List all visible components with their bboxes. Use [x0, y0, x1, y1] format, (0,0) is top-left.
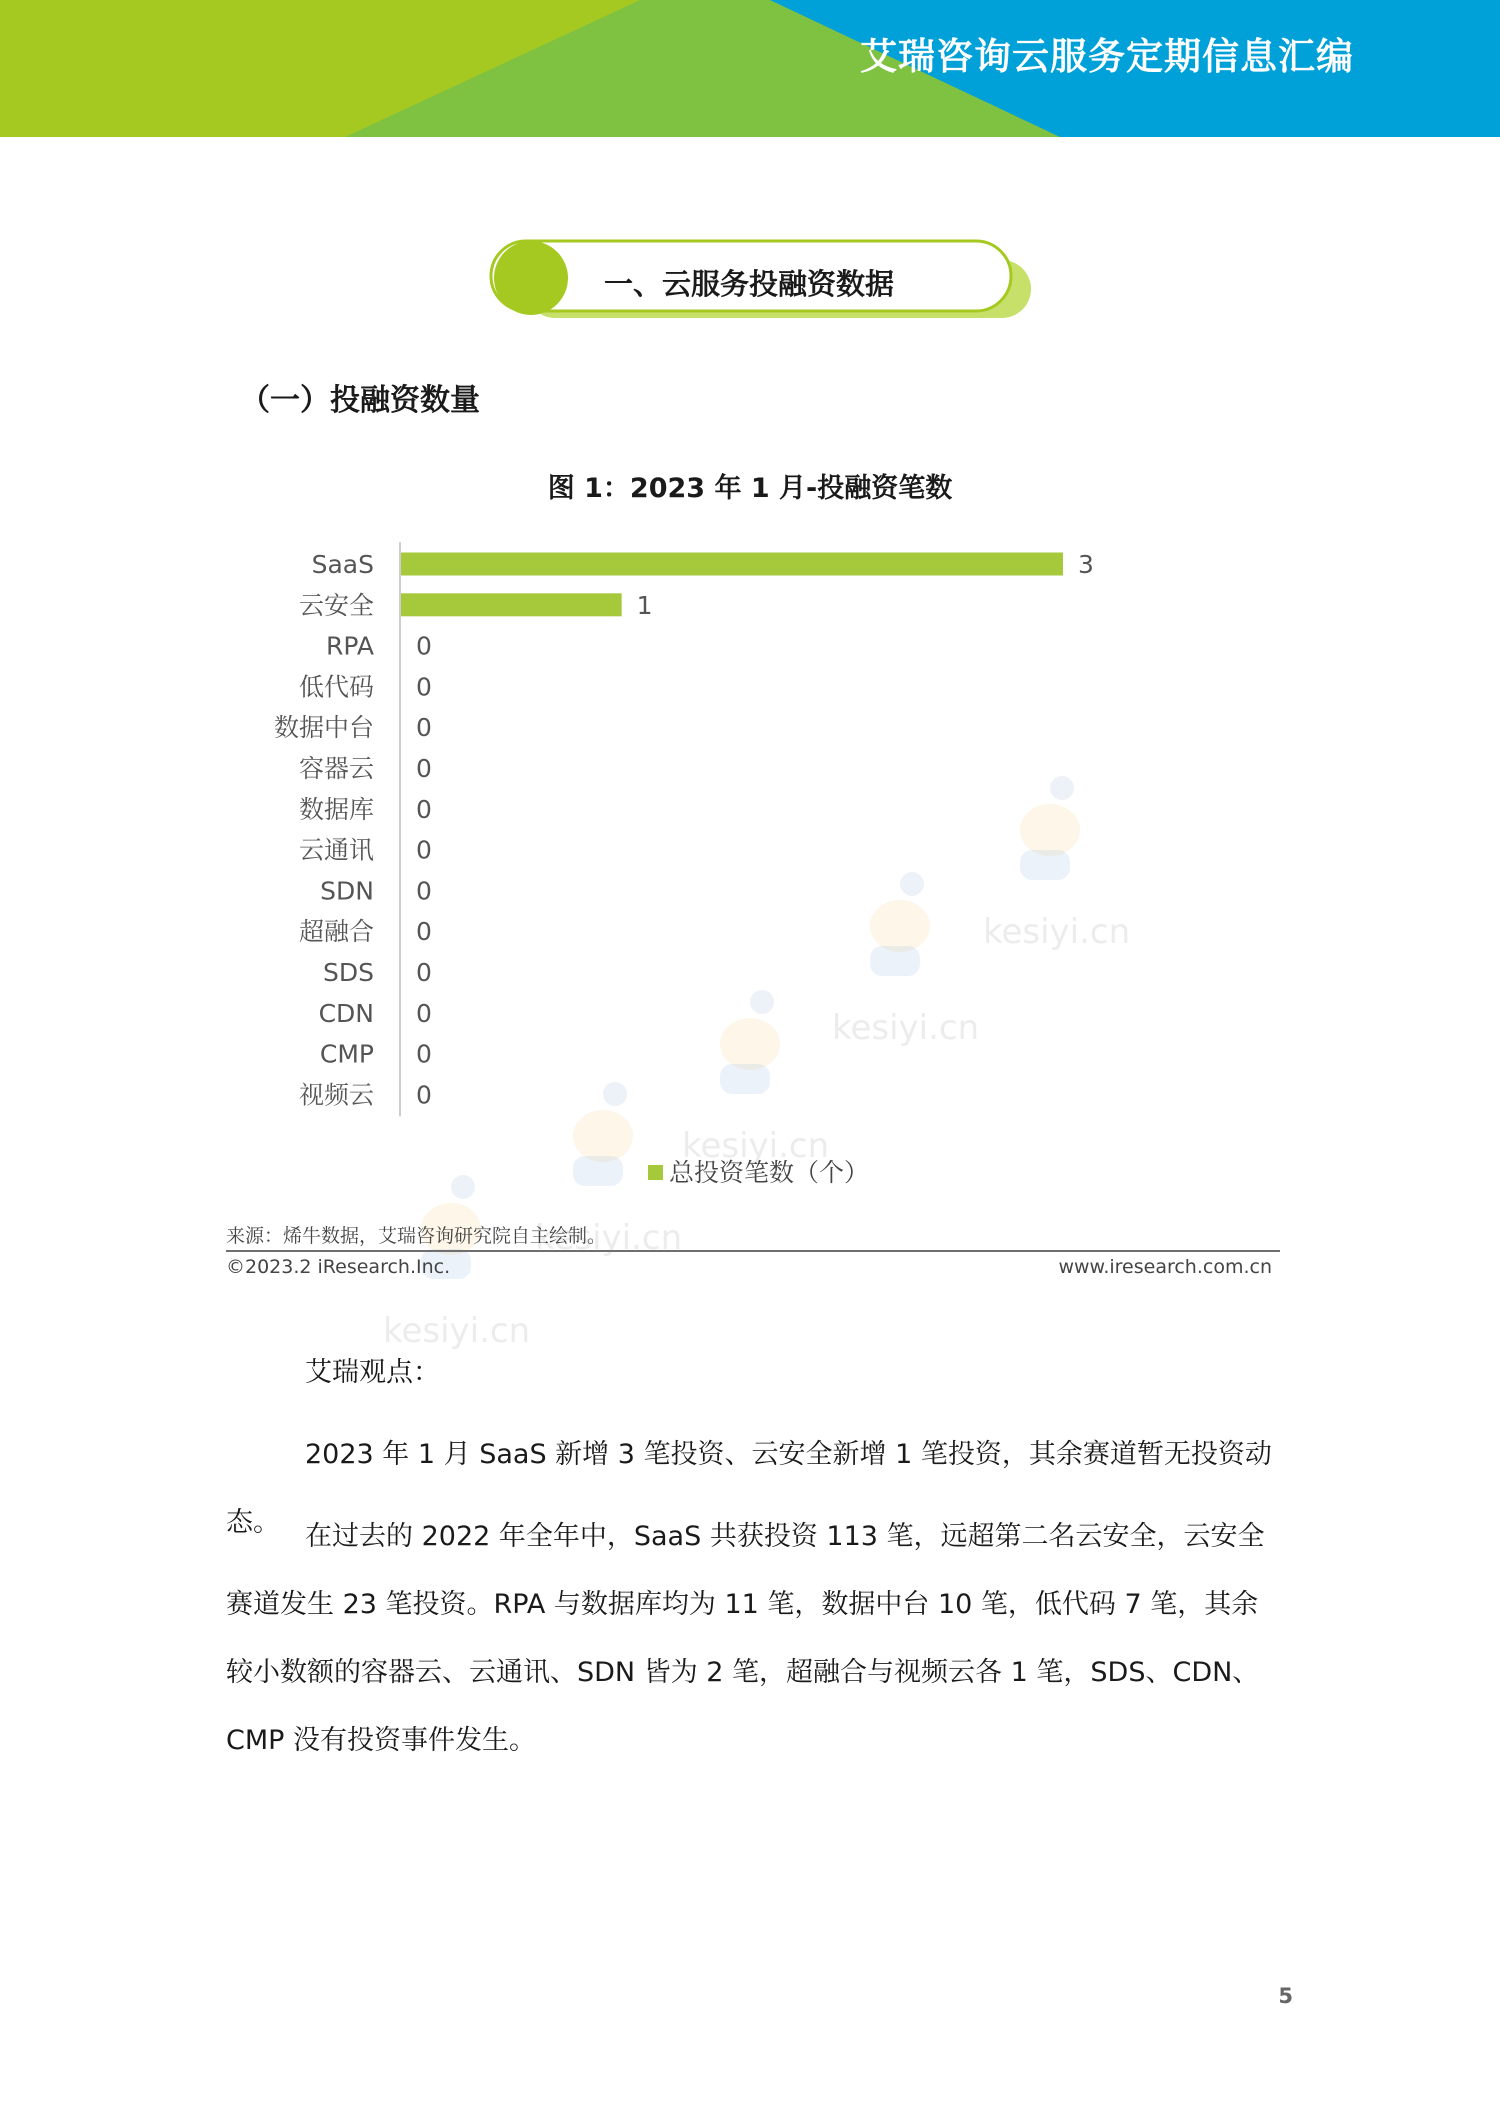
category-label: CDN: [318, 998, 374, 1028]
bar: [401, 553, 1063, 576]
category-label: SaaS: [311, 550, 374, 579]
subheading: （一）投融资数量: [240, 383, 480, 418]
copyright: ©2023.2 iResearch.Inc.: [226, 1256, 451, 1278]
data-label: 0: [416, 917, 432, 947]
data-label: 3: [1078, 550, 1094, 579]
category-label: 数据中台: [273, 713, 374, 743]
category-label: RPA: [326, 631, 374, 661]
data-label: 0: [416, 835, 432, 865]
category-label: 云安全: [298, 590, 374, 620]
legend-label: 总投资笔数（个）: [669, 1158, 870, 1187]
body-paragraph: 在过去的 2022 年全年中，SaaS 共获投资 113 笔，远超第二名云安全，云安全赛道发生 23 笔投资。RPA 与数据库均为 11 笔，数据中台 10 笔，低代码 7 笔，其余较小数额的容器云、云通讯、SDN 皆为 2 笔，超融合与视频云各 1 笔，SDS、CDN、CMP 没有投资事件发生。: [226, 1521, 1265, 1756]
category-label: 视频云: [298, 1080, 374, 1110]
data-label: 0: [416, 876, 432, 906]
watermark: kesiyi.cn: [983, 912, 1131, 952]
category-label: 数据库: [298, 794, 374, 824]
watermark: kesiyi.cn: [535, 1218, 683, 1258]
category-label: 低代码: [298, 672, 374, 702]
category-label: SDS: [323, 958, 374, 987]
data-label: 0: [416, 1039, 432, 1069]
legend-swatch: [648, 1165, 663, 1180]
data-label: 0: [416, 958, 432, 987]
category-label: SDN: [320, 876, 374, 906]
category-label: 云通讯: [298, 835, 374, 865]
body-paragraph: 2023 年 1 月 SaaS 新增 3 笔投资、云安全新增 1 笔投资，其余赛道暂无投资动态。: [226, 1439, 1272, 1538]
watermark: kesiyi.cn: [832, 1008, 980, 1048]
data-label: 0: [416, 1080, 432, 1110]
bar-chart: [0, 530, 1500, 1130]
figure-caption: 图 1：2023 年 1 月-投融资笔数: [547, 473, 953, 504]
data-label: 1: [636, 590, 653, 620]
data-label: 0: [416, 998, 432, 1028]
divider-line: [226, 1250, 1280, 1252]
data-label: 0: [416, 794, 432, 824]
category-label: CMP: [319, 1039, 374, 1069]
chart-legend: [648, 1153, 869, 1189]
watermark: kesiyi.cn: [682, 1126, 830, 1166]
viewpoint-label: 艾瑞观点：: [305, 1357, 440, 1388]
watermark: kesiyi.cn: [383, 1311, 531, 1351]
section-title: 一、云服务投融资数据: [604, 267, 895, 301]
data-label: 0: [416, 631, 432, 661]
category-label: 容器云: [298, 754, 374, 783]
data-label: 0: [416, 672, 432, 702]
bar: [401, 593, 622, 616]
source-note: 来源：烯牛数据，艾瑞咨询研究院自主绘制。: [226, 1225, 607, 1247]
category-label: 超融合: [298, 917, 374, 947]
header-title: 艾瑞咨询云服务定期信息汇编: [860, 35, 1354, 78]
data-label: 0: [416, 713, 432, 743]
website-link[interactable]: www.iresearch.com.cn: [1058, 1256, 1272, 1278]
data-label: 0: [416, 754, 432, 783]
page-number: 5: [1278, 1984, 1293, 2008]
